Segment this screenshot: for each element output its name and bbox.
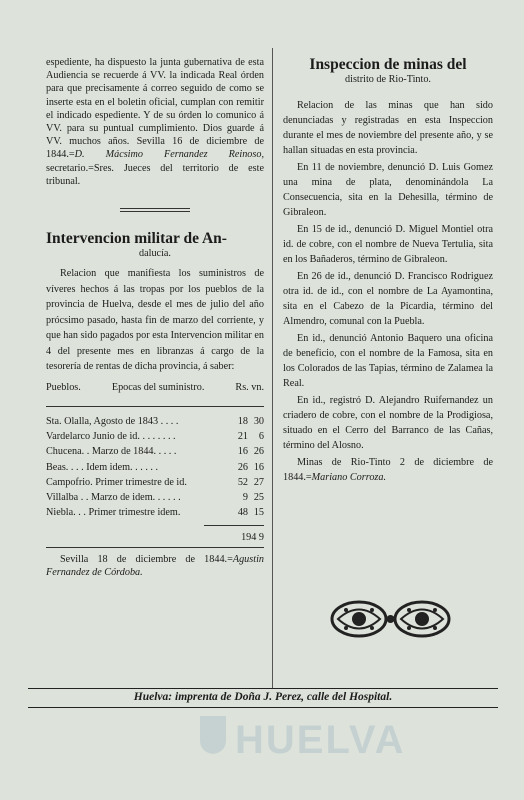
table-row xyxy=(46,491,264,504)
row-reales: 21 xyxy=(237,431,248,443)
row-town-period: Chucena. . Marzo de 1844. . . . . xyxy=(46,446,177,458)
row-reales: 18 xyxy=(237,415,248,427)
row-reales: 48 xyxy=(237,507,248,519)
row-maravedis: 6 xyxy=(258,431,264,443)
table-rule-total xyxy=(46,547,264,548)
right-paragraph-4: En 26 de id., denunció D. Francisco Rodriguez otra id. de id., con el nombre de La Ayamontina, sita en el Cabezo de la Picardia, término del Almendro, comunal con la Puebla. xyxy=(283,271,493,328)
row-maravedis: 27 xyxy=(253,476,264,488)
table-row xyxy=(46,461,264,474)
row-town-period: Sta. Olalla, Agosto de 1843 . . . . xyxy=(46,415,179,427)
left-paragraph-1: espediente, ha dispuesto la junta gubernativa de esta Audiencia se recuerde á VV. la indicada Real órden para que precisamente á correo seguido de como se inserte esta en el boletin oficial, cumplan con remitir el indicado espediente. Y de su órden lo comunico á VV. para su puntual cumplimiento. Dios guarde á VV. muchos años. Sevilla 16 de diciembre de 1844.=D. Mácsimo Fernandez Reinoso, secretario.=Sres. Jueces del territorio de este tribunal. xyxy=(46,57,264,187)
row-town-period: Vardelarco Junio de id. . . . . . . . xyxy=(46,431,176,443)
table-body xyxy=(46,415,264,519)
left-column xyxy=(46,56,264,579)
section-subheading-inspeccion: distrito de Rio-Tinto. xyxy=(345,74,431,85)
row-reales: 9 xyxy=(242,491,248,503)
table-rule-bottom xyxy=(204,525,264,526)
row-reales: 26 xyxy=(237,461,248,473)
right-paragraph-3: En 15 de id., denunció D. Miguel Montiel otra id. de cobre, con el nombre de Nueva Tertulia, sita en los Bañaderos, término de Gibraleon. xyxy=(283,224,493,266)
row-town-period: Campofrio. Primer trimestre de id. xyxy=(46,476,187,488)
right-paragraph-6: En id., registró D. Alejandro Ruifernandez un criadero de cobre, con el nombre de la Prodigiosa, situado en el Cerro del Barranco de las Cañas, término del Alosno. xyxy=(283,395,493,452)
table-row xyxy=(46,430,264,443)
section-heading-intervencion: Intervencion militar de An- xyxy=(46,230,227,248)
row-maravedis: 16 xyxy=(253,461,264,473)
row-maravedis: 25 xyxy=(253,491,264,503)
watermark-shield-icon xyxy=(198,714,228,756)
table-row xyxy=(46,506,264,519)
left-closing: Sevilla 18 de diciembre de 1844.=Agustin Fernandez de Córdoba. xyxy=(46,553,264,578)
footer-rule-bottom xyxy=(28,707,498,708)
right-column xyxy=(283,56,493,485)
printer-imprint: Huelva: imprenta de Doña J. Perez, calle del Hospital. xyxy=(133,691,393,703)
right-paragraph-2: En 11 de noviembre, denunció D. Luis Gomez una mina de plata, denominándola La Consecuencia, sita en la Dehesilla, término de Gibraleon. xyxy=(283,162,493,219)
row-maravedis: 30 xyxy=(253,415,264,427)
right-paragraph-5: En id., denunció Antonio Baquero una oficina de beneficio, con el nombre de la Famosa, sita en los Colorados de las Tapias, término de Zalamea la Real. xyxy=(283,333,493,390)
row-maravedis: 15 xyxy=(253,507,264,519)
table-header: Pueblos. Epocas del suministro. Rs. vn. xyxy=(46,381,264,393)
column-divider xyxy=(272,48,273,688)
row-reales: 52 xyxy=(237,476,248,488)
footer-rule-top xyxy=(28,688,498,689)
ornament-flourish-icon xyxy=(328,598,453,640)
table-rule-top xyxy=(46,406,264,407)
section-rule xyxy=(120,208,190,212)
row-maravedis: 26 xyxy=(253,446,264,458)
row-reales: 16 xyxy=(237,446,248,458)
row-town-period: Beas. . . . Idem idem. . . . . . xyxy=(46,461,159,473)
watermark-text: HUELVA xyxy=(235,718,406,762)
table-total: 194 9 xyxy=(241,532,264,544)
section-subheading-intervencion: dalucía. xyxy=(139,248,171,260)
right-paragraph-1: Relacion de las minas que han sido denunciadas y registradas en esta Inspeccion durante el mes de noviembre del presente año, y se hallan situadas en esta provincia. xyxy=(283,100,493,157)
row-town-period: Niebla. . . Primer trimestre idem. xyxy=(46,507,181,519)
table-row xyxy=(46,476,264,489)
left-paragraph-2: Relacion que manifiesta los suministros de víveres hechos á las tropas por los pueblos de la provincia de Huelva, desde el mes de julio del año prócsimo pasado, hasta fin de marzo del corriente, y que han sido pagados por esta Intervencion militar en 4 del presente mes en libranzas á cargo de la tesorería de rentas de dicha provincia, á saber: xyxy=(46,268,264,373)
right-paragraph-7: Minas de Rio-Tinto 2 de diciembre de 1844.=Mariano Corroza. xyxy=(283,457,493,484)
section-heading-inspeccion: Inspeccion de minas del xyxy=(309,56,467,73)
row-town-period: Villalba . . Marzo de idem. . . . . . xyxy=(46,491,181,503)
table-row xyxy=(46,415,264,428)
table-row xyxy=(46,445,264,458)
